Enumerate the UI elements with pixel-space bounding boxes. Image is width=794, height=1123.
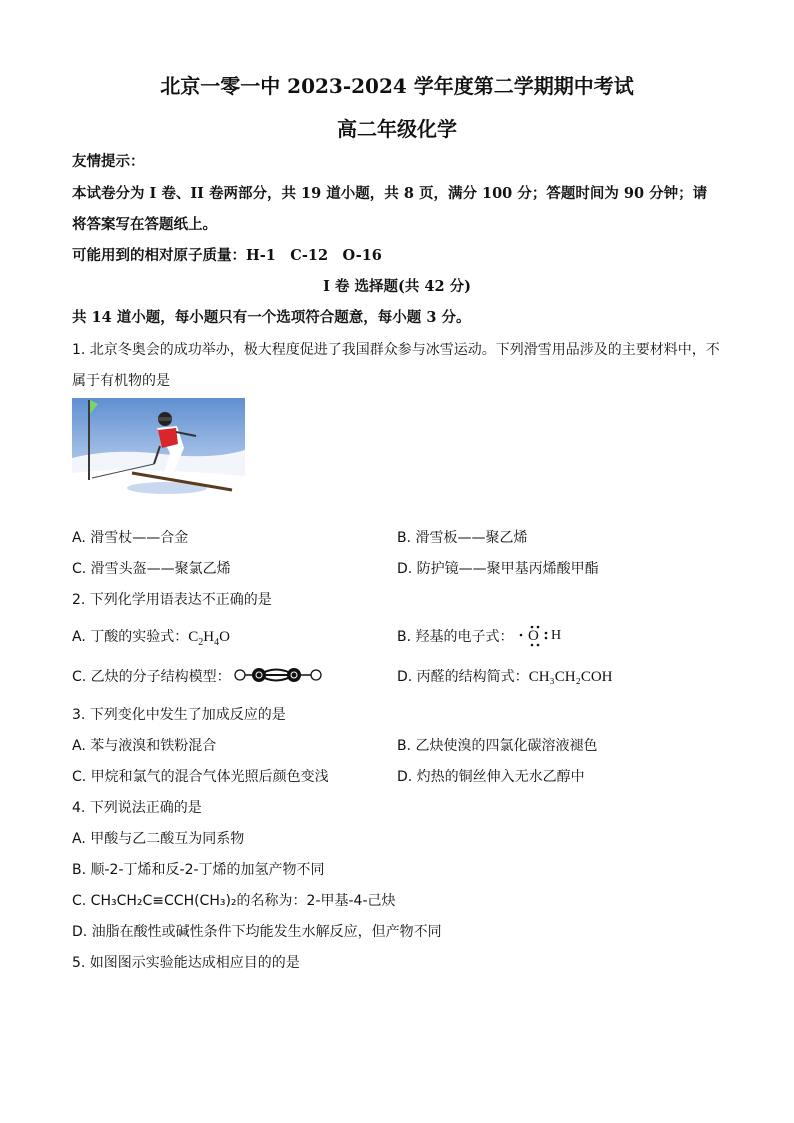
skier-photo: [72, 398, 245, 512]
q1-option-c: C. 滑雪头盔——聚氯乙烯: [72, 561, 231, 577]
exam-title: 北京一零一中 2023-2024 学年度第二学期期中考试: [160, 74, 634, 98]
q5-stem: 5. 如图图示实验能达成相应目的的是: [72, 955, 300, 971]
electron-formula-h: H: [550, 628, 562, 643]
q3-stem: 3. 下列变化中发生了加成反应的是: [72, 707, 286, 723]
q2-option-d-label: D. 丙醛的结构简式：: [397, 669, 529, 685]
q3-option-b: B. 乙炔使溴的四氯化碳溶液褪色: [397, 738, 598, 754]
q1-option-d: D. 防护镜——聚甲基丙烯酸甲酯: [397, 561, 599, 577]
notice-line-1: 本试卷分为 I 卷、II 卷两部分，共 19 道小题，共 8 页，满分 100 分；答题时间为 90 分钟；请: [72, 185, 708, 202]
q4-option-a: A. 甲酸与乙二酸互为同系物: [72, 831, 245, 847]
acetylene-ball-stick-model: [232, 664, 324, 686]
section-instruction: 共 14 道小题，每小题只有一个选项符合题意，每小题 3 分。: [72, 309, 471, 326]
q4-option-d: D. 油脂在酸性或碱性条件下均能发生水解反应，但产物不同: [72, 924, 442, 940]
q2-option-a: [72, 626, 230, 648]
q2-option-d: [397, 666, 613, 686]
q4-option-b: B. 顺-2-丁烯和反-2-丁烯的加氢产物不同: [72, 862, 325, 878]
q2-stem: 2. 下列化学用语表达不正确的是: [72, 592, 272, 608]
q4-stem: 4. 下列说法正确的是: [72, 800, 202, 816]
electron-formula-o: O: [527, 628, 539, 644]
q1-stem-line-2: 属于有机物的是: [72, 373, 170, 389]
section-title: I 卷 选择题(共 42 分): [323, 278, 471, 295]
propanal-formula: CH₃CH₂COH: [528, 669, 613, 685]
q2-option-c-label: C. 乙炔的分子结构模型：: [72, 669, 231, 685]
notice-label: 友情提示：: [72, 153, 145, 170]
q3-option-a: A. 苯与液溴和铁粉混合: [72, 738, 217, 754]
notice-line-2: 将答案写在答题纸上。: [72, 216, 217, 233]
hydroxyl-electron-formula: [518, 629, 568, 645]
q4-option-c: C. CH₃CH₂C≡CCH(CH₃)₂的名称为：2-甲基-4-己炔: [72, 893, 396, 909]
q1-option-a: A. 滑雪杖——合金: [72, 530, 189, 546]
q3-option-c: C. 甲烷和氯气的混合气体光照后颜色变浅: [72, 769, 329, 785]
q2-option-c: [72, 666, 231, 686]
q2-option-b-label: B. 羟基的电子式：: [397, 629, 514, 645]
q2-option-a-formula: $C_2H_4O$: [188, 629, 230, 648]
q2-option-a-label: A. 丁酸的实验式：: [72, 629, 189, 645]
q3-option-d: D. 灼热的铜丝伸入无水乙醇中: [397, 769, 585, 785]
atomic-mass-line: 可能用到的相对原子质量：H-1 C-12 O-16: [72, 247, 382, 264]
q1-option-b: B. 滑雪板——聚乙烯: [397, 530, 528, 546]
q1-stem-line-1: 1. 北京冬奥会的成功举办，极大程度促进了我国群众参与冰雪运动。下列滑雪用品涉及的主要材料中，不: [72, 342, 720, 358]
q2-option-b: [397, 626, 568, 646]
exam-subtitle: 高二年级化学: [337, 117, 457, 141]
